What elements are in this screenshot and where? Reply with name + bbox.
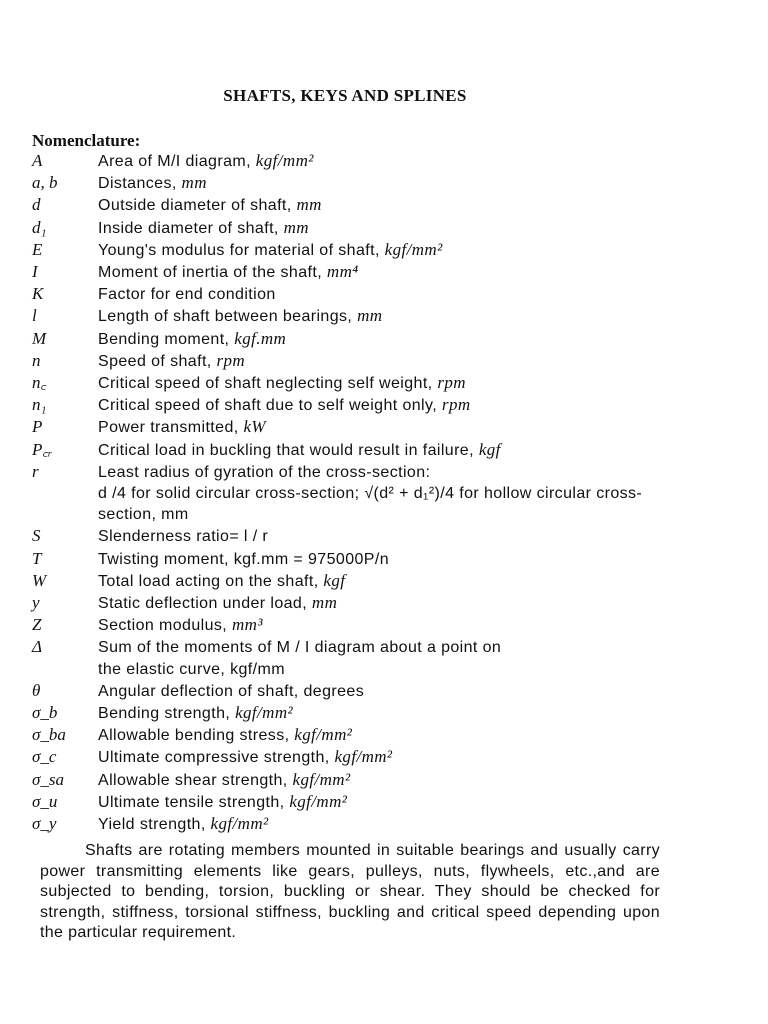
nomenclature-row: [32, 305, 672, 327]
description: [98, 592, 672, 614]
description-text: Allowable shear strength,: [98, 771, 293, 789]
symbol: E: [32, 239, 43, 259]
description-text: Speed of shaft,: [98, 352, 217, 370]
symbol: M: [32, 328, 47, 348]
symbol: n: [32, 350, 41, 370]
description-text: Least radius of gyration of the cross-section:: [98, 463, 431, 481]
unit: kgf: [478, 439, 501, 459]
unit: mm⁴: [326, 262, 359, 282]
description-text: Sum of the moments of M / I diagram about a point on: [98, 639, 502, 657]
nomenclature-row: [32, 328, 672, 350]
description: [98, 724, 672, 746]
description-text: Moment of inertia of the shaft,: [98, 264, 327, 282]
nomenclature-row: [32, 769, 672, 791]
description-text: Critical speed of shaft neglecting self weight,: [98, 375, 438, 393]
description-text: Twisting moment, kgf.mm = 975000P/n: [98, 550, 390, 568]
description: [98, 394, 672, 416]
description: [98, 680, 672, 702]
unit: kgf/mm²: [384, 239, 443, 259]
nomenclature-row: [32, 570, 672, 592]
page-title: SHAFTS, KEYS AND SPLINES: [223, 86, 467, 105]
symbol: σ_c: [32, 747, 57, 767]
unit: kgf: [323, 570, 346, 590]
unit: mm: [296, 195, 322, 215]
description: [98, 636, 672, 679]
unit: mm: [357, 306, 383, 326]
description: [98, 813, 672, 835]
unit: kgf/mm²: [289, 791, 348, 811]
description-text: Ultimate compressive strength,: [98, 749, 335, 767]
nomenclature-list: [32, 150, 672, 835]
description: [98, 416, 672, 438]
description: [98, 570, 672, 592]
description-text: Ultimate tensile strength,: [98, 793, 290, 811]
description: [98, 548, 672, 570]
symbol: l: [32, 306, 37, 326]
description-text: Critical load in buckling that would result in failure,: [98, 441, 479, 459]
description: [98, 283, 672, 305]
unit: mm: [181, 173, 207, 193]
nomenclature-row: [32, 416, 672, 438]
symbol: σ_b: [32, 703, 58, 723]
description: [98, 769, 672, 791]
intro-paragraph: Shafts are rotating members mounted in suitable bearings and usually carry power transmitting elements like gears, pulleys, nuts, flywheels, etc.,and are subjected to bending, torsion, buckling or shear. They should be checked for strength, stiffness, torsional stiffness, buckling and critical speed depending upon the particular requirement.: [40, 842, 660, 942]
description: [98, 461, 672, 526]
description: [98, 614, 672, 636]
nomenclature-row: [32, 813, 672, 835]
description-text: Length of shaft between bearings,: [98, 308, 358, 326]
symbol: I: [32, 262, 38, 282]
description: [98, 217, 672, 239]
description-text: Area of M/I diagram,: [98, 153, 256, 170]
nomenclature-row: [32, 548, 672, 570]
nomenclature-row: [32, 525, 672, 547]
nomenclature-row: [32, 614, 672, 636]
symbol: σ_y: [32, 814, 57, 834]
description: [98, 328, 672, 350]
nomenclature-row: [32, 350, 672, 372]
unit: kgf/mm²: [255, 151, 314, 170]
description-text: Section modulus,: [98, 617, 232, 635]
description-text: Factor for end condition: [98, 286, 276, 304]
unit: mm³: [231, 615, 263, 635]
nomenclature-row: [32, 592, 672, 614]
description-text: Inside diameter of shaft,: [98, 219, 284, 237]
nomenclature-row: [32, 372, 672, 394]
nomenclature-row: [32, 680, 672, 702]
symbol: n₁: [32, 395, 47, 415]
symbol: P: [32, 417, 43, 437]
symbol: y: [32, 593, 40, 613]
description-text: Slenderness ratio= l / r: [98, 528, 269, 546]
nomenclature-row: [32, 394, 672, 416]
symbol: Δ: [32, 637, 42, 657]
unit: kgf/mm²: [292, 769, 351, 789]
symbol: d: [32, 195, 41, 215]
description-continuation: the elastic curve, kgf/mm: [98, 660, 285, 678]
symbol: a, b: [32, 173, 58, 193]
description-text: Static deflection under load,: [98, 595, 312, 613]
description-text: Power transmitted,: [98, 419, 244, 437]
nomenclature-row: [32, 702, 672, 724]
symbol: Z: [32, 615, 42, 635]
nomenclature-row: [32, 239, 672, 261]
symbol: n꜀: [32, 373, 47, 393]
description: [98, 172, 672, 194]
nomenclature-row: [32, 439, 672, 461]
symbol: S: [32, 526, 41, 546]
nomenclature-row: [32, 791, 672, 813]
symbol: W: [32, 570, 47, 590]
description: [98, 350, 672, 372]
description: [98, 525, 672, 547]
description-text: Total load acting on the shaft,: [98, 572, 324, 590]
description-text: Critical speed of shaft due to self weight only,: [98, 397, 442, 415]
description-text: Distances,: [98, 175, 182, 193]
symbol: d₁: [32, 217, 47, 237]
description: [98, 150, 672, 172]
description-text: Yield strength,: [98, 816, 211, 834]
description-text: Young's modulus for material of shaft,: [98, 241, 385, 259]
description-text: Bending moment,: [98, 330, 235, 348]
symbol: r: [32, 461, 39, 481]
description: [98, 261, 672, 283]
unit: kW: [243, 417, 266, 437]
symbol: σ_sa: [32, 769, 64, 789]
symbol: P꜀ᵣ: [32, 439, 53, 459]
description-text: Angular deflection of shaft, degrees: [98, 682, 365, 700]
description: [98, 305, 672, 327]
nomenclature-row: [32, 461, 672, 526]
unit: kgf.mm: [234, 328, 287, 348]
unit: mm: [311, 593, 338, 613]
unit: rpm: [437, 373, 466, 393]
unit: kgf/mm²: [334, 747, 393, 767]
description: [98, 439, 672, 461]
description-text: Allowable bending stress,: [98, 727, 295, 745]
unit: kgf/mm²: [235, 703, 294, 723]
symbol: σ_u: [32, 791, 58, 811]
symbol: σ_ba: [32, 725, 66, 745]
unit: rpm: [216, 350, 246, 370]
description-text: Outside diameter of shaft,: [98, 197, 297, 215]
nomenclature-row: [32, 724, 672, 746]
description-continuation: d /4 for solid circular cross-section; √(d² + d₁²)/4 for hollow circular cross-section, mm: [98, 485, 643, 524]
nomenclature-row: [32, 172, 672, 194]
unit: mm: [283, 217, 309, 237]
description: [98, 194, 672, 216]
nomenclature-row: [32, 150, 672, 172]
description: [98, 372, 672, 394]
unit: rpm: [441, 395, 471, 415]
nomenclature-heading: Nomenclature:: [32, 131, 141, 150]
nomenclature-row: [32, 261, 672, 283]
nomenclature-row: [32, 636, 672, 679]
description: [98, 746, 672, 768]
nomenclature-row: [32, 194, 672, 216]
description-text: Bending strength,: [98, 705, 236, 723]
description: [98, 791, 672, 813]
unit: kgf/mm²: [210, 814, 269, 834]
symbol: T: [32, 548, 42, 568]
description: [98, 702, 672, 724]
nomenclature-row: [32, 217, 672, 239]
symbol: θ: [32, 680, 41, 700]
description: [98, 239, 672, 261]
symbol: K: [32, 284, 44, 304]
nomenclature-row: [32, 746, 672, 768]
nomenclature-row: [32, 283, 672, 305]
unit: kgf/mm²: [294, 725, 353, 745]
symbol: A: [32, 151, 43, 170]
